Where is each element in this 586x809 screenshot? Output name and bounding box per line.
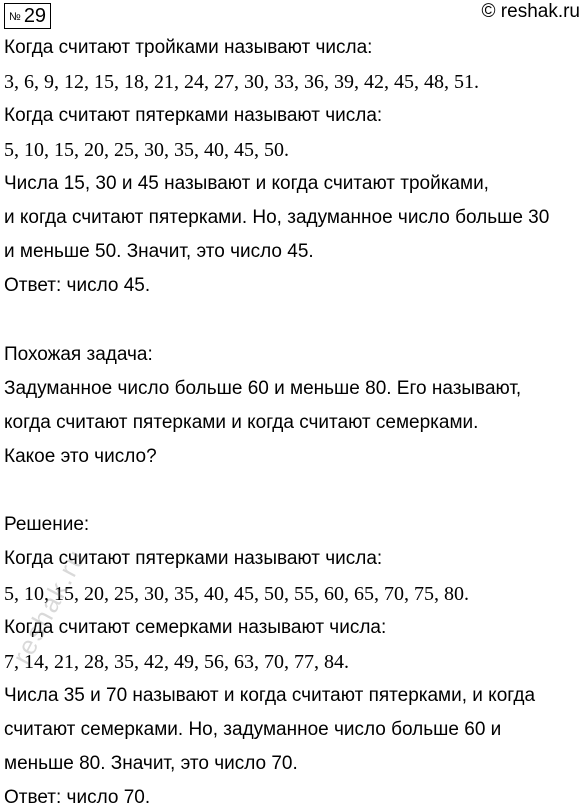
solution-line-5: Числа 35 и 70 называют и когда считают пятерками, и когда [4,685,536,706]
solution-line-7: меньше 80. Значит, это число 70. [4,753,298,774]
number-sign: № [9,11,21,23]
similar-task-line-1: Задуманное число больше 60 и меньше 80. Его называют, [4,378,522,399]
number-sequence-fives-long: 5, 10, 15, 20, 25, 30, 35, 40, 45, 50, 55, 60, 65, 70, 75, 80. [4,583,469,605]
solution-line-6: считают семерками. Но, задуманное число больше 60 и [4,719,502,740]
similar-task-heading: Похожая задача: [4,344,153,365]
similar-task-line-2: когда считают пятерками и когда считают семерками. [4,412,479,433]
text-line-3: Когда считают пятерками называют числа: [4,105,383,126]
text-line-7: и меньше 50. Значит, это число 45. [4,241,314,262]
answer-line-2: Ответ: число 70. [4,787,151,808]
text-line-5: Числа 15, 30 и 45 называют и когда считают тройками, [4,173,489,194]
text-line-6: и когда считают пятерками. Но, задуманное число больше 30 [4,207,550,228]
answer-line-1: Ответ: число 45. [4,275,151,296]
text-line-1: Когда считают тройками называют числа: [4,37,373,58]
watermark: reshak.ru [6,543,92,670]
exercise-number-badge [4,3,51,29]
number-sequence-fives: 5, 10, 15, 20, 25, 30, 35, 40, 45, 50. [4,139,289,161]
number-sequence-threes: 3, 6, 9, 12, 15, 18, 21, 24, 27, 30, 33, 36, 39, 42, 45, 48, 51. [4,71,479,93]
exercise-number: 29 [23,4,47,27]
similar-task-question: Какое это число? [4,446,157,467]
solution-heading: Решение: [4,514,90,535]
solution-line-1: Когда считают пятерками называют числа: [4,548,383,569]
solution-line-3: Когда считают семерками называют числа: [4,617,387,638]
site-copyright: © reshak.ru [481,1,580,22]
number-sequence-sevens: 7, 14, 21, 28, 35, 42, 49, 56, 63, 70, 77, 84. [4,651,349,673]
